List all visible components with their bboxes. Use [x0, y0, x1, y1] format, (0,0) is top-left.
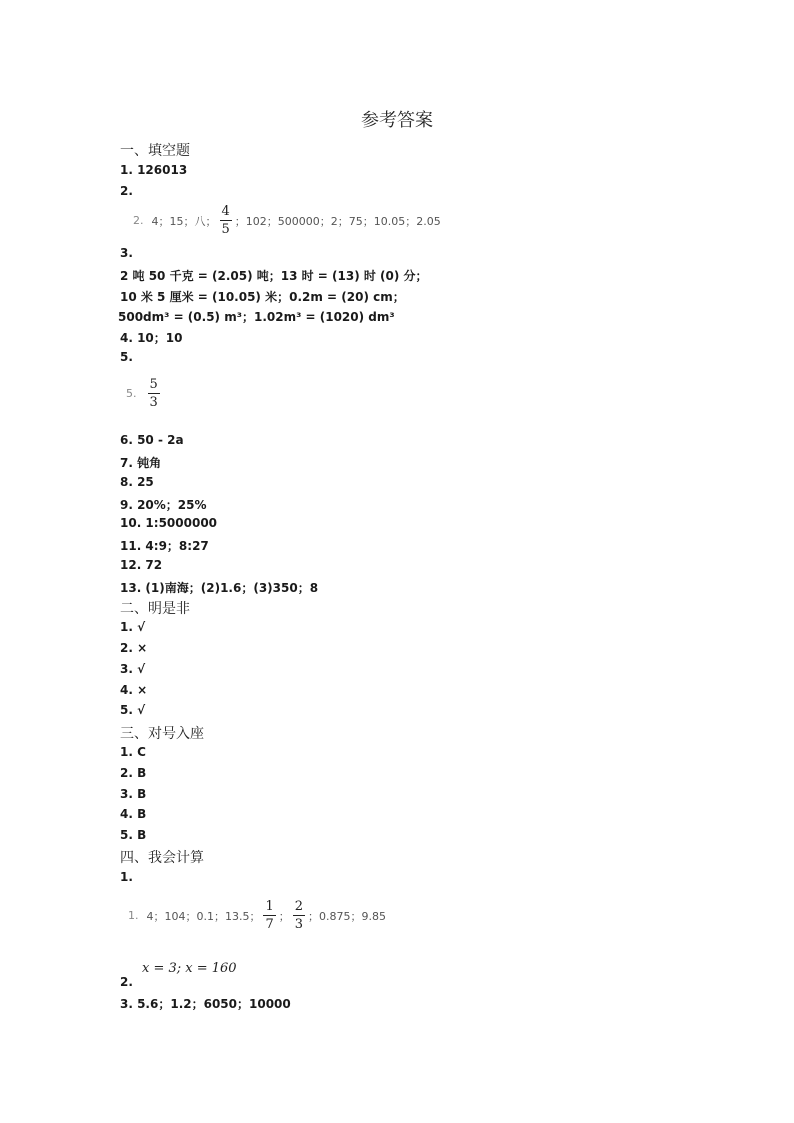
math-item-number: 1. — [128, 909, 139, 922]
fill-answer-1: 1. 126013 — [120, 163, 188, 177]
choice-answer-5: 5. B — [120, 828, 147, 842]
calc-answer-1-label: 1. — [120, 870, 133, 884]
page-title: 参考答案 — [361, 110, 433, 131]
section-calculation: 四、我会计算 — [120, 850, 204, 866]
math-text-before: 4；15；八； — [151, 214, 217, 228]
math-item-number: 5. — [126, 387, 137, 400]
judge-answer-5: 5. √ — [120, 703, 146, 717]
judge-answer-1: 1. √ — [120, 620, 146, 634]
judge-answer-3: 3. √ — [120, 662, 146, 676]
section-fill-in-blanks: 一、填空题 — [120, 143, 190, 159]
fill-answer-7: 7. 钝角 — [120, 456, 162, 470]
calc-answer-2-equation: x = 3; x = 160 — [142, 961, 237, 976]
fill-answer-5-math — [126, 377, 163, 410]
math-item-number: 2. — [133, 214, 144, 227]
fill-answer-12: 12. 72 — [120, 558, 163, 572]
calc-answer-1-math — [128, 899, 386, 932]
fraction-denominator: 3 — [149, 395, 158, 410]
fraction-numerator: 4 — [221, 204, 230, 219]
fraction-one-seventh — [263, 899, 275, 932]
fill-answer-5-label: 5. — [120, 350, 133, 364]
fill-answer-3-label: 3. — [120, 246, 133, 260]
math-text-before: 4；104；0.1；13.5； — [146, 909, 261, 923]
choice-answer-3: 3. B — [120, 787, 147, 801]
choice-answer-2: 2. B — [120, 766, 147, 780]
calc-answer-2-label: 2. — [120, 975, 133, 989]
fraction-numerator: 1 — [265, 899, 274, 914]
fill-answer-3-line-3: 500dm³ = (0.5) m³；1.02m³ = (1020) dm³ — [118, 310, 395, 324]
section-true-false: 二、明是非 — [120, 601, 190, 617]
fraction-denominator: 7 — [265, 917, 274, 932]
fraction-numerator: 5 — [149, 377, 158, 392]
fill-answer-8: 8. 25 — [120, 475, 154, 489]
calc-answer-3: 3. 5.6；1.2；6050；10000 — [120, 997, 291, 1011]
fill-answer-2-label: 2. — [120, 184, 133, 198]
fraction-four-fifths — [220, 204, 232, 237]
fraction-five-thirds — [148, 377, 160, 410]
fill-answer-13: 13. (1)南海；(2)1.6；(3)350；8 — [120, 581, 319, 595]
judge-answer-2: 2. × — [120, 641, 148, 655]
fill-answer-9: 9. 20%；25% — [120, 498, 207, 512]
fill-answer-11: 11. 4:9；8:27 — [120, 539, 209, 553]
choice-answer-4: 4. B — [120, 807, 147, 821]
fraction-denominator: 3 — [294, 917, 304, 932]
math-separator: ； — [278, 909, 290, 923]
fraction-two-thirds — [293, 899, 305, 932]
section-multiple-choice: 三、对号入座 — [120, 726, 204, 742]
fraction-numerator: 2 — [294, 899, 304, 914]
fill-answer-3-line-1: 2 吨 50 千克 = (2.05) 吨；13 时 = (13) 时 (0) 分； — [120, 269, 428, 283]
math-text-after: ；0.875；9.85 — [308, 909, 387, 923]
fill-answer-4: 4. 10；10 — [120, 331, 183, 345]
fill-answer-6: 6. 50 - 2a — [120, 433, 184, 447]
fill-answer-3-line-2: 10 米 5 厘米 = (10.05) 米；0.2m = (20) cm； — [120, 290, 405, 304]
judge-answer-4: 4. × — [120, 683, 148, 697]
fill-answer-2-math — [133, 204, 441, 237]
fraction-denominator: 5 — [221, 222, 230, 237]
math-text-after: ；102；500000；2；75；10.05；2.05 — [234, 214, 441, 228]
choice-answer-1: 1. C — [120, 745, 146, 759]
fill-answer-10: 10. 1:5000000 — [120, 516, 218, 530]
